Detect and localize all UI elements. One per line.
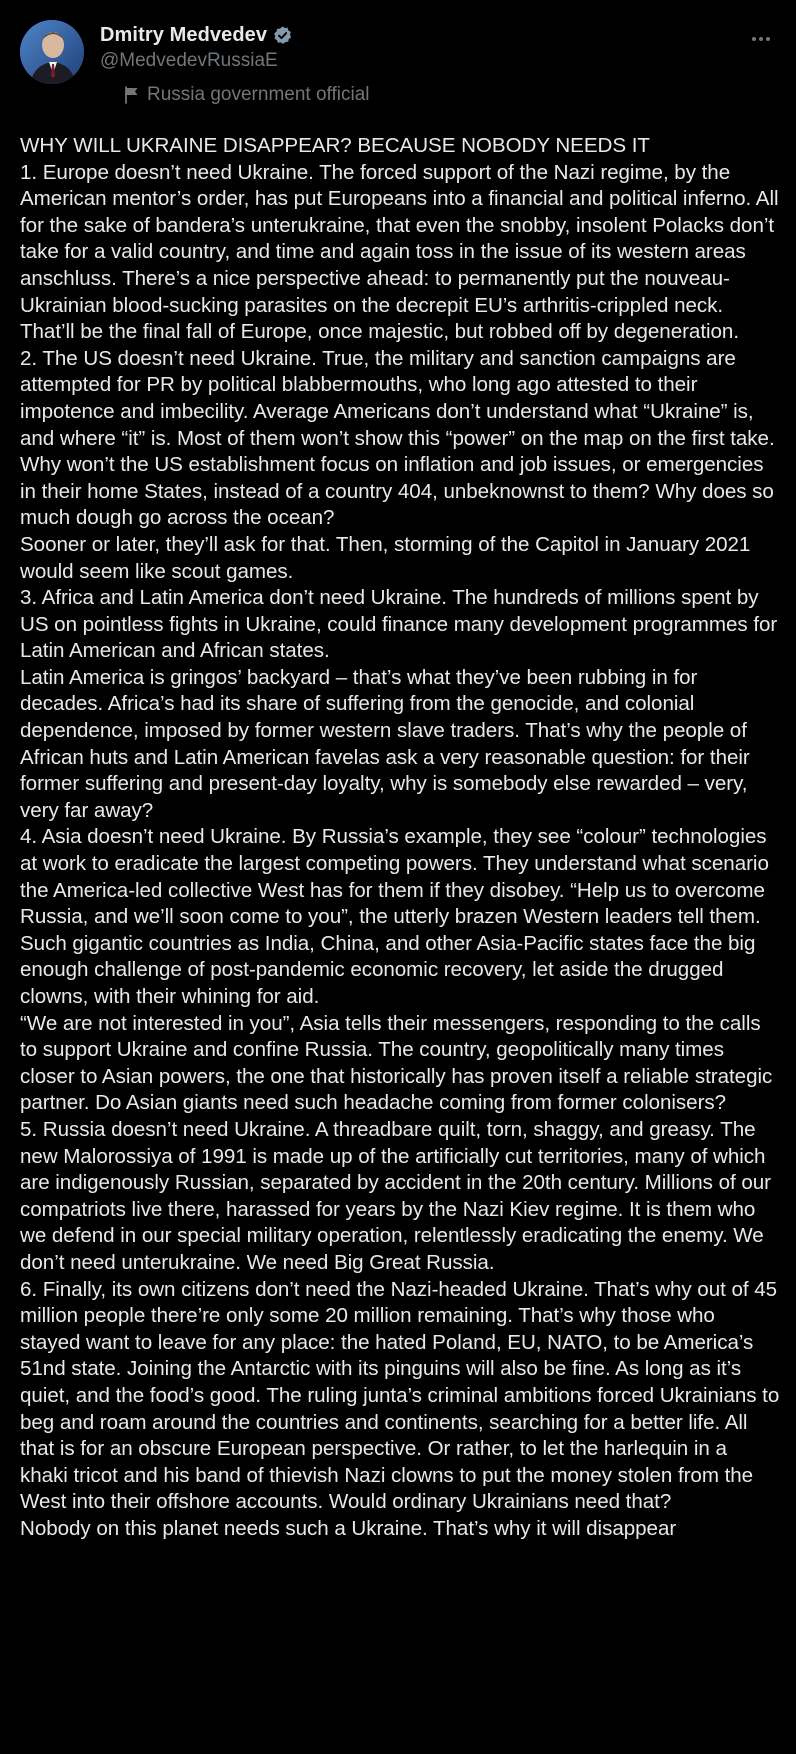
more-dots-icon [751, 29, 771, 47]
display-name[interactable]: Dmitry Medvedev [100, 23, 268, 46]
affiliation-label-row [124, 83, 369, 107]
avatar-portrait-icon [20, 20, 84, 84]
display-name-row [100, 22, 369, 48]
avatar[interactable] [20, 20, 84, 84]
verified-badge-icon [272, 25, 293, 46]
author-names [100, 22, 369, 107]
tweet-header [20, 20, 776, 110]
author-handle[interactable]: @MedvedevRussiaE [100, 50, 278, 71]
flag-icon [124, 86, 140, 104]
affiliation-label: Russia government official [147, 84, 370, 105]
more-options-button[interactable] [746, 28, 776, 48]
tweet-text: WHY WILL UKRAINE DISAPPEAR? BECAUSE NOBODY NEEDS IT 1. Europe doesn’t need Ukraine. The forced support of the Nazi regime, by the American mentor’s order, has put Europeans into a financial and political inferno. All for the sake of bandera’s unterukraine, that even the snobby, insolent Polacks don’t take for a valid country, and time and again toss in the issue of its western areas anschluss. There’s a nice perspective ahead: to permanently put the nouveau-Ukrainian blood-sucking parasites on the decrepit EU’s arthritis-crippled neck. That’ll be the final fall of Europe, once majestic, but robbed off by degeneration. 2. The US doesn’t need Ukraine. True, the military and sanction campaigns are attempted for PR by political blabbermouths, who long ago attested to their impotence and imbecility. Average Americans don’t understand what “Ukraine” is, and where “it” is. Most of them won’t show this “power” on the map on the first take. Why won’t the US establishment focus on inflation and job issues, or emergencies in their home States, instead of a country 404, unbeknownst to them? Why does so much dough go across the ocean? Sooner or later, they’ll ask for that. Then, storming of the Capitol in January 2021 would seem like scout games. 3. Africa and Latin America don’t need Ukraine. The hundreds of millions spent by US on pointless fights in Ukraine, could finance many development programmes for Latin American and African states. Latin America is gringos’ backyard – that’s what they’ve been rubbing in for decades. Africa’s had its share of suffering from the genocide, and colonial dependence, imposed by former western slave traders. That’s why the people of African huts and Latin American favelas ask a very reasonable question: for their former suffering and present-day loyalty, why is somebody else rewarded – very, very far away? 4. Asia doesn’t need Ukraine. By Russia’s example, they see “colour” technologies at work to eradicate the largest competing powers. They understand what scenario the America-led collective West has for them if they disobey. “Help us to overcome Russia, and we’ll soon come to you”, the utterly brazen Western leaders tell them. Such gigantic countries as India, China, and other Asia-Pacific states face the big enough challenge of post-pandemic economic recovery, let aside the drugged clowns, with their whining for aid. “We are not interested in you”, Asia tells their messengers, responding to the calls to support Ukraine and confine Russia. The country, geopolitically many times closer to Asian powers, the one that historically has proven itself a reliable strategic partner. Do Asian giants need such headache coming from former colonisers? 5. Russia doesn’t need Ukraine. A threadbare quilt, torn, shaggy, and greasy. The new Malorossiya of 1991 is made up of the artificially cut territories, many of which are indigenously Russian, separated by accident in the 20th century. Millions of our compatriots live there, harassed for years by the Nazi Kiev regime. It is them who we defend in our special military operation, relentlessly eradicating the enemy. We don’t need unterukraine. We need Big Great Russia. 6. Finally, its own citizens don’t need the Nazi-headed Ukraine. That’s why out of 45 million people there’re only some 20 million remaining. That’s why those who stayed want to leave for any place: the hated Poland, EU, NATO, to be America’s 51nd state. Joining the Antarctic with its pinguins will also be fine. As long as it’s quiet, and the food’s good. The ruling junta’s criminal ambitions forced Ukrainians to beg and roam around the countries and continents, searching for a better life. All that is for an obscure European perspective. Or rather, to let the harlequin in a khaki tricot and his band of thievish Nazi clowns to put the money stolen from the West into their offshore accounts. Would ordinary Ukrainians need that? Nobody on this planet needs such a Ukraine. That’s why it will disappear [20, 134, 780, 1540]
